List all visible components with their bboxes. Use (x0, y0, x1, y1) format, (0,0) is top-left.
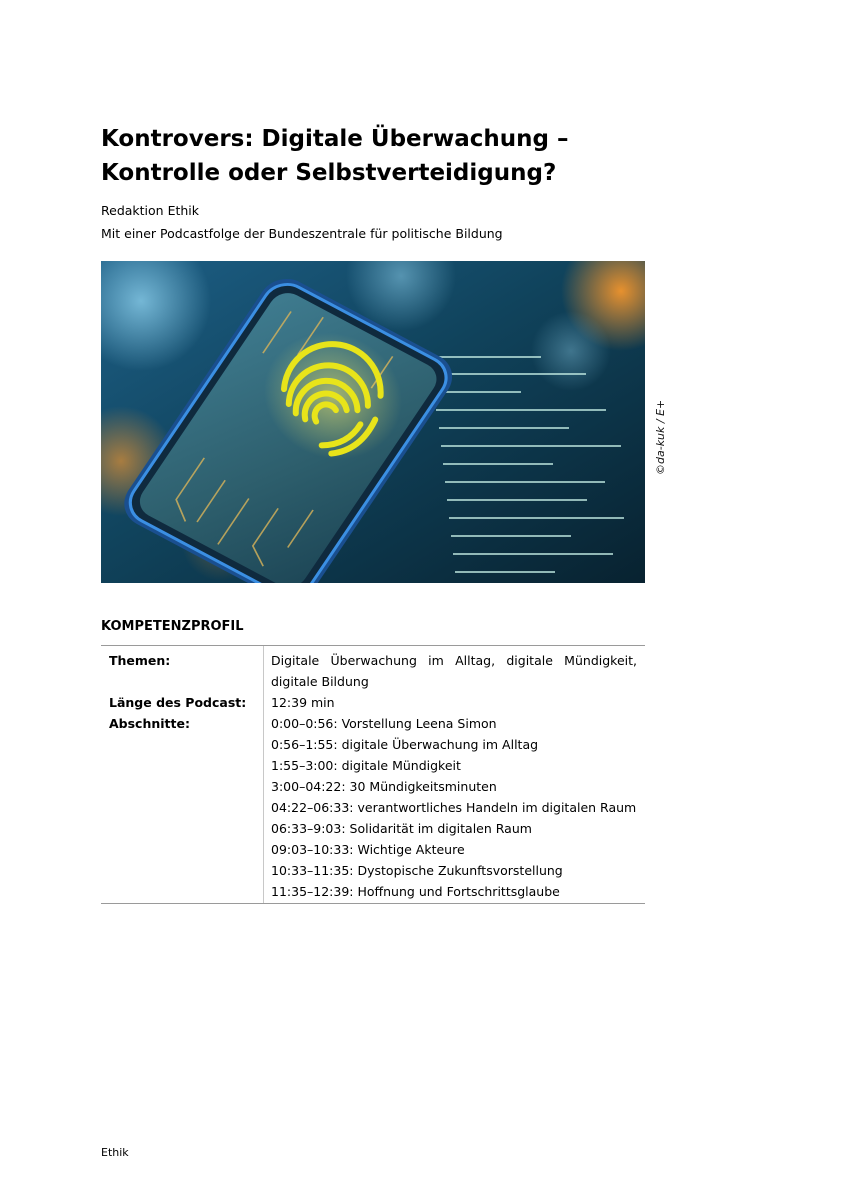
page-title: Kontrovers: Digitale Überwachung – Kontrolle oder Selbstverteidigung? (101, 126, 569, 186)
row-value: 0:56–1:55: digitale Überwachung im Alltag (263, 734, 637, 755)
row-label: Abschnitte: (109, 716, 190, 731)
table-row (101, 713, 645, 734)
row-value: 06:33–9:03: Solidarität im digitalen Raum (263, 818, 637, 839)
row-value: Digitale Überwachung im Alltag, digitale Mündigkeit, digitale Bildung (263, 646, 645, 692)
row-label (101, 776, 263, 797)
table-row (101, 818, 645, 839)
row-label: Länge des Podcast: (109, 695, 247, 710)
row-value: 09:03–10:33: Wichtige Akteure (263, 839, 637, 860)
row-value: 11:35–12:39: Hoffnung und Fortschrittsglaube (263, 881, 637, 903)
table-row (101, 646, 645, 692)
row-label (101, 797, 263, 818)
author-line: Redaktion Ethik (101, 203, 199, 218)
row-value: 10:33–11:35: Dystopische Zukunftsvorstellung (263, 860, 637, 881)
image-credit: ©da-kuk / E+ (654, 399, 667, 475)
subtitle-line: Mit einer Podcastfolge der Bundeszentrale für politische Bildung (101, 226, 503, 241)
hero-image (101, 261, 645, 583)
table-row (101, 797, 645, 818)
row-value: 3:00–04:22: 30 Mündigkeitsminuten (263, 776, 637, 797)
row-label (101, 734, 263, 755)
smartphone-fingerprint-icon (101, 261, 645, 583)
row-value: 04:22–06:33: verantwortliches Handeln im digitalen Raum (263, 797, 637, 818)
row-value: 12:39 min (263, 692, 637, 713)
row-label (101, 860, 263, 881)
table-row (101, 734, 645, 755)
table-row (101, 839, 645, 860)
table-row (101, 860, 645, 881)
footer-subject: Ethik (101, 1146, 129, 1159)
table-row (101, 755, 645, 776)
competence-profile-table (101, 645, 645, 904)
table-row (101, 692, 645, 713)
row-label (101, 818, 263, 839)
row-label (101, 839, 263, 860)
row-value: 1:55–3:00: digitale Mündigkeit (263, 755, 637, 776)
row-value: 0:00–0:56: Vorstellung Leena Simon (263, 713, 637, 734)
row-label (101, 881, 263, 903)
table-row (101, 881, 645, 903)
table-row (101, 776, 645, 797)
row-label: Themen: (109, 653, 171, 668)
row-label (101, 755, 263, 776)
section-heading: KOMPETENZPROFIL (101, 619, 244, 634)
